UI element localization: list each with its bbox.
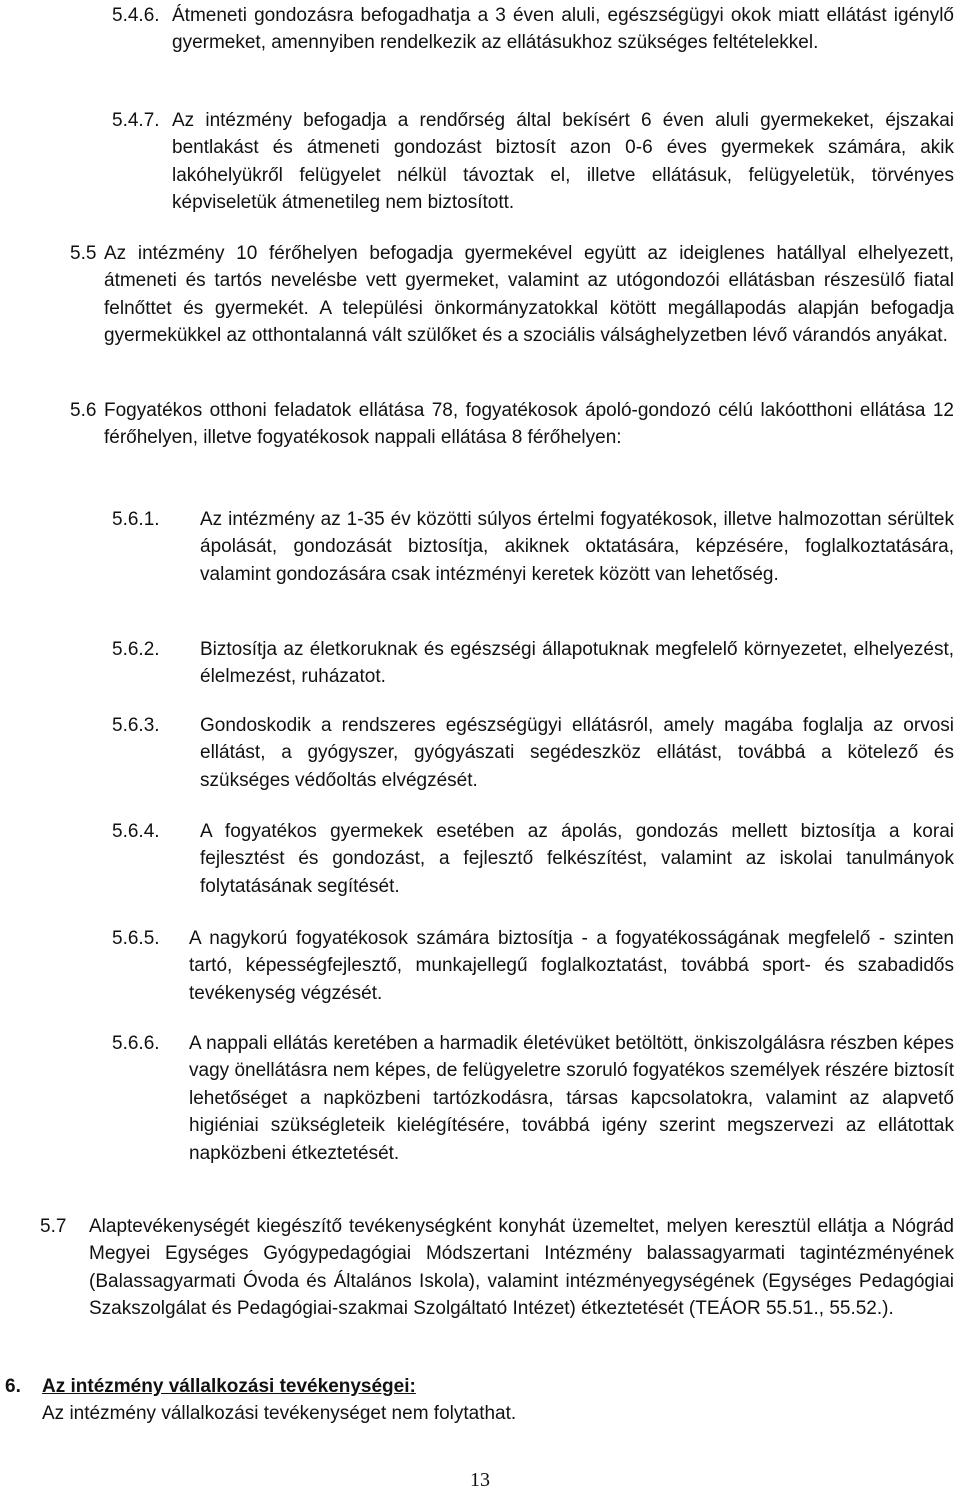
section-heading: Az intézmény vállalkozási tevékenységei: (42, 1376, 416, 1397)
section-number: 5.4.7. (112, 110, 160, 131)
section-number: 5.6.1. (112, 509, 160, 530)
section-text: Az intézmény befogadja a rendőrség által bekísért 6 éven aluli gyermekeket, éjszakai bentlakást és átmeneti gondozást biztosít azon 0-6 éves gyermekek számára, akik lakóhelyükről felügyelet nélkül távoztak el, illetve ellátásuk, felügyeletük, törvényes képviseletük átmenetileg nem biztosított. (172, 110, 954, 214)
section-number: 5.6 (70, 400, 97, 421)
section-5-6-1 (112, 506, 954, 588)
section-number: 5.6.2. (112, 639, 160, 660)
section-number: 6. (5, 1376, 21, 1397)
section-5-6-3 (112, 712, 954, 794)
section-5-6-5 (112, 925, 954, 1007)
section-5-7 (40, 1213, 954, 1323)
section-number: 5.6.6. (112, 1033, 160, 1054)
section-5-6-6 (112, 1030, 954, 1167)
section-text: A nagykorú fogyatékosok számára biztosítja - a fogyatékosságának megfelelő - szinten tartó, képességfejlesztő, munkajellegű foglalkoztatást, továbbá sport- és szabadidős tevékenység végzését. (189, 928, 954, 1004)
section-text: A nappali ellátás keretében a harmadik életévüket betöltött, önkiszolgálásra részben képes vagy önellátásra nem képes, de felügyeletre szoruló fogyatékos személyek részére biztosít lehetőséget a napközbeni tartózkodásra, társas kapcsolatokra, valamint az alapvető higiéniai szükségleteik kielégítésére, továbbá igény szerint megszervezi az ellátottak napközbeni étkeztetését. (189, 1033, 954, 1164)
section-text: Az intézmény 10 férőhelyen befogadja gyermekével együtt az ideiglenes hatállyal elhelyezett, átmeneti és tartós nevelésbe vett gyermeket, valamint az utógondozói ellátásban részesülő fiatal felnőttet és gyermekét. A települési önkormányzatokkal kötött megállapodás alapján befogadja gyermekükkel az otthontalanná vált szülőket és a szociális válsághelyzetben lévő várandós anyákat. (104, 243, 954, 347)
section-text: Az intézmény vállalkozási tevékenységet nem folytathat. (42, 1403, 517, 1425)
section-text: Fogyatékos otthoni feladatok ellátása 78, fogyatékosok ápoló-gondozó célú lakóotthoni ellátása 12 férőhelyen, illetve fogyatékosok nappali ellátása 8 férőhelyen: (104, 400, 954, 449)
section-5-6 (70, 397, 954, 452)
section-text: Átmeneti gondozásra befogadhatja a 3 éven aluli, egészségügyi okok miatt ellátást igénylő gyermeket, amennyiben rendelkezik az ellátásukhoz szükséges feltételekkel. (172, 5, 954, 54)
section-text: Az intézmény az 1-35 év közötti súlyos értelmi fogyatékosok, illetve halmozottan sérültek ápolását, gondozását biztosítja, akiknek oktatására, képzésére, foglalkoztatására, valamint gondozására csak intézményi keretek között van lehetőség. (200, 509, 954, 585)
section-number: 5.7 (40, 1216, 67, 1237)
section-number: 5.6.4. (112, 821, 160, 842)
section-heading-row (5, 1373, 954, 1400)
section-text: Alaptevékenységét kiegészítő tevékenységként konyhát üzemeltet, melyen keresztül ellátja a Nógrád Megyei Egységes Gyógypedagógiai Módszertani Intézmény balassagyarmati tagintézményének (Balassagyarmati Óvoda és Általános Iskola), valamint intézményegységének (Egységes Pedagógiai Szakszolgálat és Pedagógiai-szakmai Szolgáltató Intézet) étkeztetését (TEÁOR 55.51., 55.52.). (89, 1216, 954, 1320)
section-6 (5, 1373, 954, 1428)
section-text: Biztosítja az életkoruknak és egészségi állapotuknak megfelelő környezetet, elhelyezést, élelmezést, ruházatot. (200, 639, 954, 688)
section-text: A fogyatékos gyermekek esetében az ápolás, gondozás mellett biztosítja a korai fejlesztést és gondozást, a fejlesztő felkészítést, valamint az iskolai tanulmányok folytatásának segítését. (200, 821, 954, 897)
section-text: Gondoskodik a rendszeres egészségügyi ellátásról, amely magába foglalja az orvosi ellátást, a gyógyszer, gyógyászati segédeszköz ellátást, továbbá a kötelező és szükséges védőoltás elvégzését. (200, 715, 954, 791)
section-5-6-4 (112, 818, 954, 900)
section-number: 5.5 (70, 243, 97, 264)
section-5-6-2 (112, 636, 954, 691)
section-number: 5.6.5. (112, 928, 160, 949)
section-number: 5.4.6. (112, 5, 160, 26)
section-5-4-6 (112, 2, 954, 57)
section-5-5 (70, 240, 954, 350)
section-5-4-7 (112, 107, 954, 217)
section-number: 5.6.3. (112, 715, 160, 736)
page-number: 13 (470, 1469, 490, 1491)
